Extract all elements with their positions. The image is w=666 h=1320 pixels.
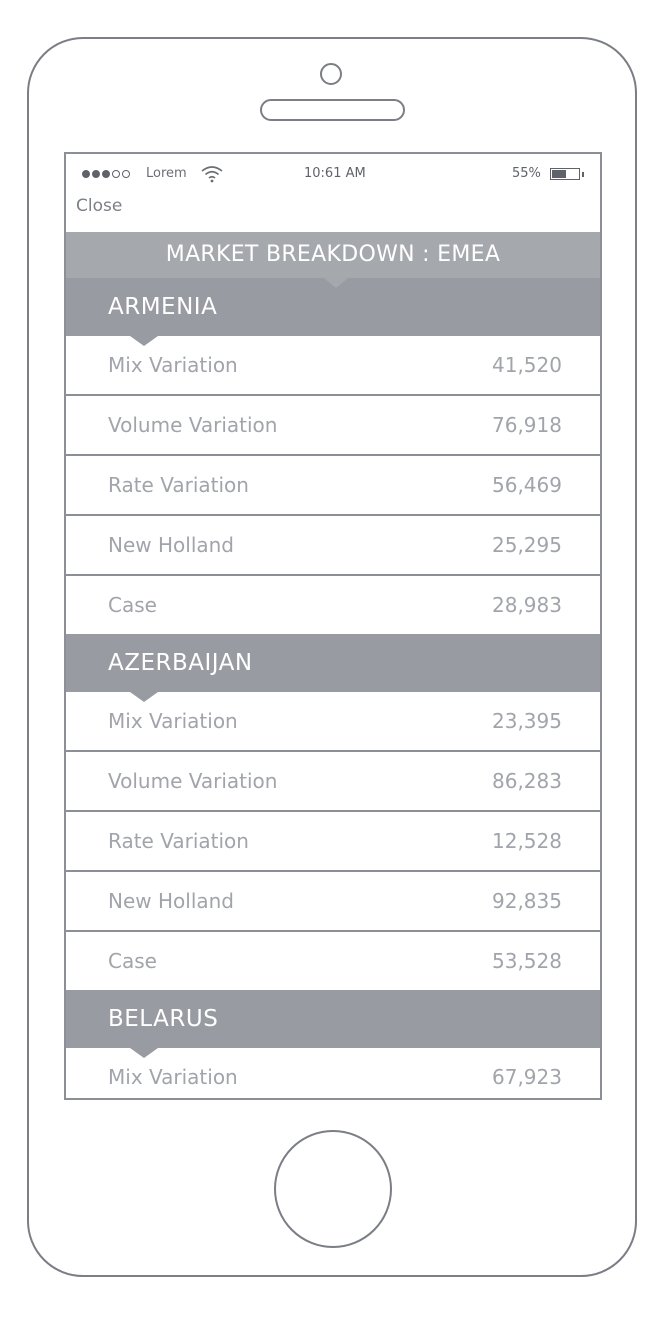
row-value: 76,918 (492, 413, 562, 437)
row-label: Mix Variation (108, 353, 238, 377)
battery-fill (552, 170, 566, 178)
section-header-azerbaijan[interactable]: AZERBAIJAN (66, 634, 600, 692)
row-label: New Holland (108, 889, 234, 913)
signal-dot (112, 170, 120, 178)
row-value: 41,520 (492, 353, 562, 377)
row-label: Case (108, 949, 157, 973)
status-bar (66, 154, 600, 196)
row-label: Rate Variation (108, 829, 249, 853)
row-value: 53,528 (492, 949, 562, 973)
list-item[interactable] (66, 396, 600, 456)
row-label: Rate Variation (108, 473, 249, 497)
signal-dot (102, 170, 110, 178)
list-item[interactable] (66, 576, 600, 634)
speaker-grille (260, 99, 405, 121)
row-label: Volume Variation (108, 413, 278, 437)
row-value: 12,528 (492, 829, 562, 853)
row-value: 67,923 (492, 1065, 562, 1089)
signal-dots-icon (82, 170, 130, 178)
list-item[interactable] (66, 812, 600, 872)
battery-tip (582, 172, 584, 177)
list-item[interactable] (66, 872, 600, 932)
row-value: 28,983 (492, 593, 562, 617)
section-header-armenia[interactable]: ARMENIA (66, 278, 600, 336)
market-list (66, 278, 600, 1100)
battery-icon (550, 168, 580, 180)
wifi-icon (200, 165, 224, 183)
page-title: MARKET BREAKDOWN : EMEA (66, 232, 600, 278)
row-value: 23,395 (492, 709, 562, 733)
list-item[interactable] (66, 516, 600, 576)
close-button[interactable]: Close (76, 196, 123, 216)
row-value: 25,295 (492, 533, 562, 557)
row-value: 56,469 (492, 473, 562, 497)
signal-dot (82, 170, 90, 178)
section-rows (66, 336, 600, 634)
row-label: Mix Variation (108, 1065, 238, 1089)
camera-icon (320, 63, 342, 85)
clock-time: 10:61 AM (304, 166, 366, 181)
row-label: Case (108, 593, 157, 617)
signal-dot (92, 170, 100, 178)
home-button[interactable] (274, 1130, 392, 1248)
battery-percent: 55% (512, 166, 541, 181)
list-item[interactable] (66, 456, 600, 516)
list-item[interactable] (66, 932, 600, 990)
phone-screen (64, 152, 602, 1100)
carrier-label: Lorem (146, 166, 187, 181)
signal-dot (122, 170, 130, 178)
list-item[interactable] (66, 752, 600, 812)
title-pointer (324, 278, 348, 288)
row-value: 92,835 (492, 889, 562, 913)
section-header-belarus[interactable]: BELARUS (66, 990, 600, 1048)
row-value: 86,283 (492, 769, 562, 793)
row-label: Volume Variation (108, 769, 278, 793)
row-label: New Holland (108, 533, 234, 557)
section-rows (66, 692, 600, 990)
row-label: Mix Variation (108, 709, 238, 733)
